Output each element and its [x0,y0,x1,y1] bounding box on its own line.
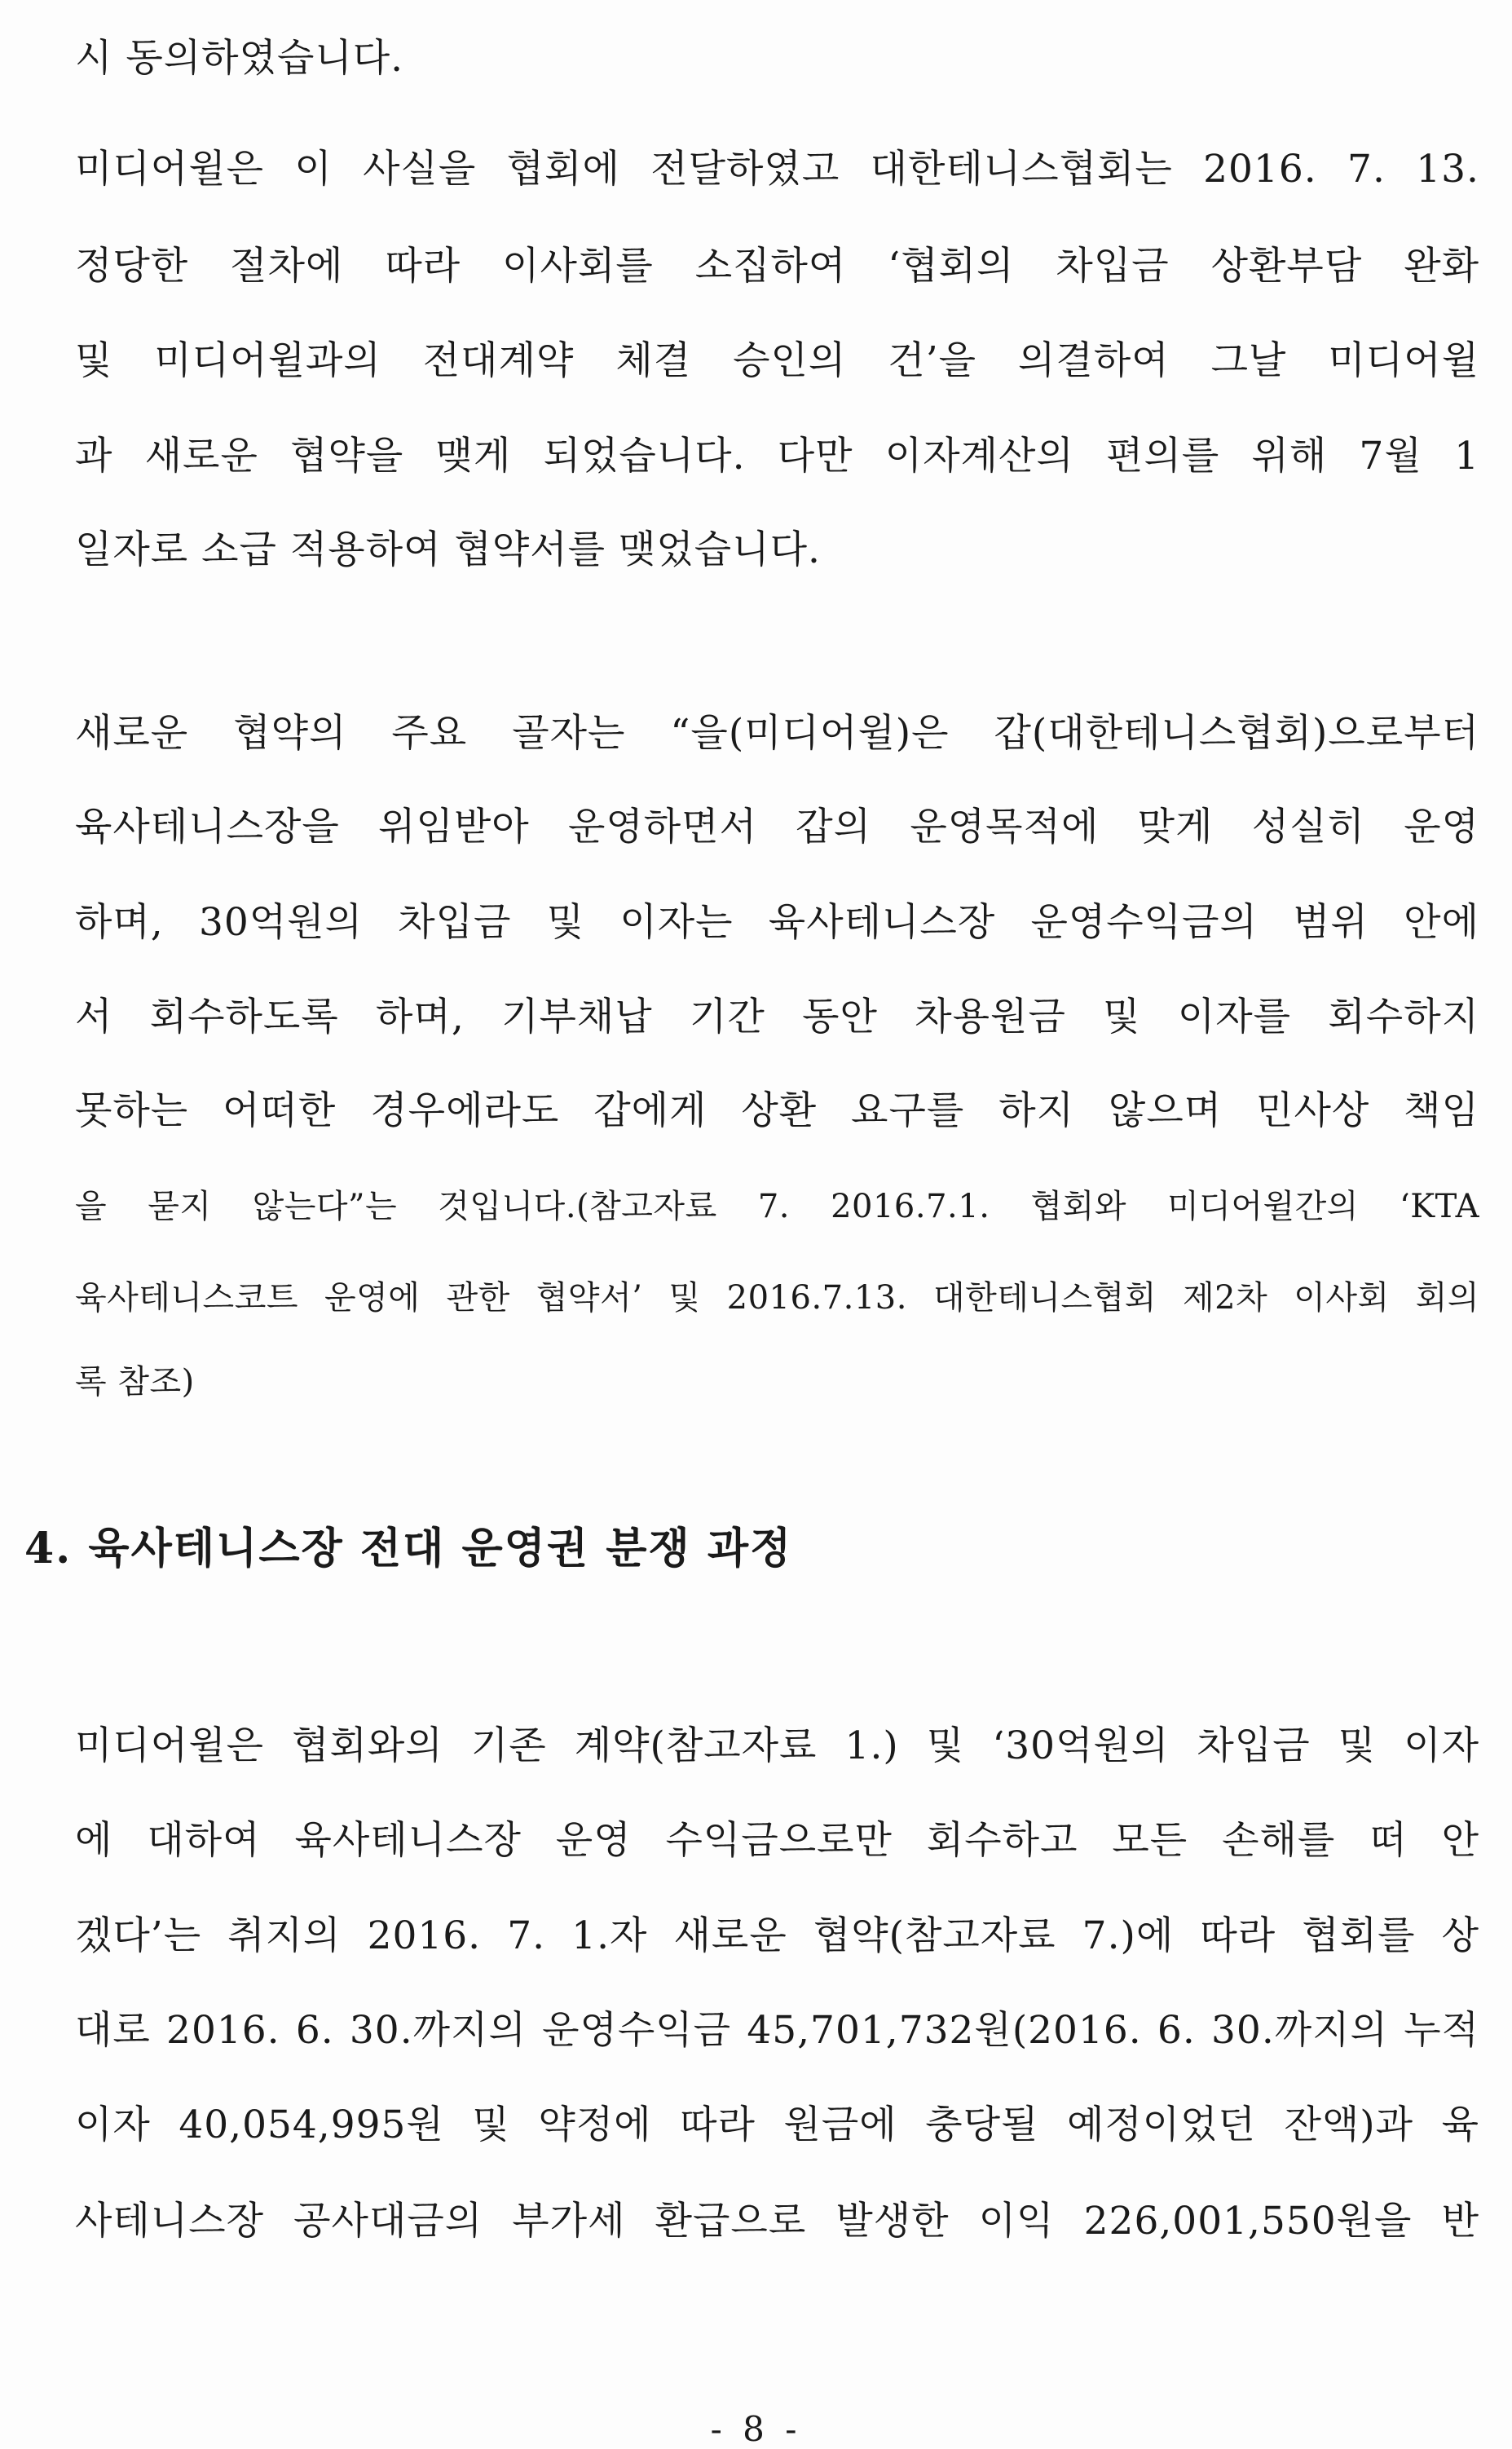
paragraph-1-line-3: 정당한 절차에 따라 이사회를 소집하여 ‘협회의 차입금 상환부담 완화 [75,244,1479,289]
paragraph-3-line-1: 미디어윌은 협회와의 기존 계약(참고자료 1.) 및 ‘30억원의 차입금 및 이자 [75,1723,1479,1768]
paragraph-2-line-6: 을 묻지 않는다”는 것입니다.(참고자료 7. 2016.7.1. 협회와 미디어윌간의 ‘KTA [75,1188,1479,1225]
paragraph-2-line-4: 서 회수하도록 하며, 기부채납 기간 동안 차용원금 및 이자를 회수하지 [75,995,1479,1039]
paragraph-3-line-2: 에 대하여 육사테니스장 운영 수익금으로만 회수하고 모든 손해를 떠 안 [75,1818,1479,1863]
paragraph-3-line-6: 사테니스장 공사대금의 부가세 환급으로 발생한 이익 226,001,550원을 반 [75,2199,1479,2244]
paragraph-3-line-5: 이자 40,054,995원 및 약정에 따라 원금에 충당될 예정이었던 잔액)과 육 [75,2103,1479,2147]
paragraph-1-line-4: 및 미디어윌과의 전대계약 체결 승인의 건’을 의결하여 그날 미디어윌 [75,338,1479,383]
paragraph-1-line-2: 미디어윌은 이 사실을 협회에 전달하였고 대한테니스협회는 2016. 7. 13. [75,147,1479,192]
paragraph-2-line-1: 새로운 협약의 주요 골자는 “을(미디어윌)은 갑(대한테니스협회)으로부터 [75,711,1479,756]
paragraph-2-line-5: 못하는 어떠한 경우에라도 갑에게 상환 요구를 하지 않으며 민사상 책임 [75,1088,1479,1133]
page-number: - 8 - [710,2409,802,2449]
paragraph-3-line-3: 겠다’는 취지의 2016. 7. 1.자 새로운 협약(참고자료 7.)에 따라 협회를 상 [75,1913,1479,1958]
paragraph-1-line-5: 과 새로운 협약을 맺게 되었습니다. 다만 이자계산의 편의를 위해 7월 1 [75,434,1479,479]
paragraph-2-line-7: 육사테니스코트 운영에 관한 협약서’ 및 2016.7.13. 대한테니스협회 제2차 이사회 회의 [75,1279,1479,1317]
paragraph-1-line-1: 시 동의하였습니다. [75,36,404,81]
section-heading: 4. 육사테니스장 전대 운영권 분쟁 과정 [24,1524,793,1573]
paragraph-3-line-4: 대로 2016. 6. 30.까지의 운영수익금 45,701,732원(2016. 6. 30.까지의 누적 [75,2008,1479,2053]
paragraph-2-line-8: 록 참조) [75,1363,195,1401]
paragraph-1-line-6: 일자로 소급 적용하여 협약서를 맺었습니다. [75,527,821,572]
paragraph-2-line-3: 하며, 30억원의 차입금 및 이자는 육사테니스장 운영수익금의 범위 안에 [75,900,1479,945]
paragraph-2-line-2: 육사테니스장을 위임받아 운영하면서 갑의 운영목적에 맞게 성실히 운영 [75,805,1479,849]
